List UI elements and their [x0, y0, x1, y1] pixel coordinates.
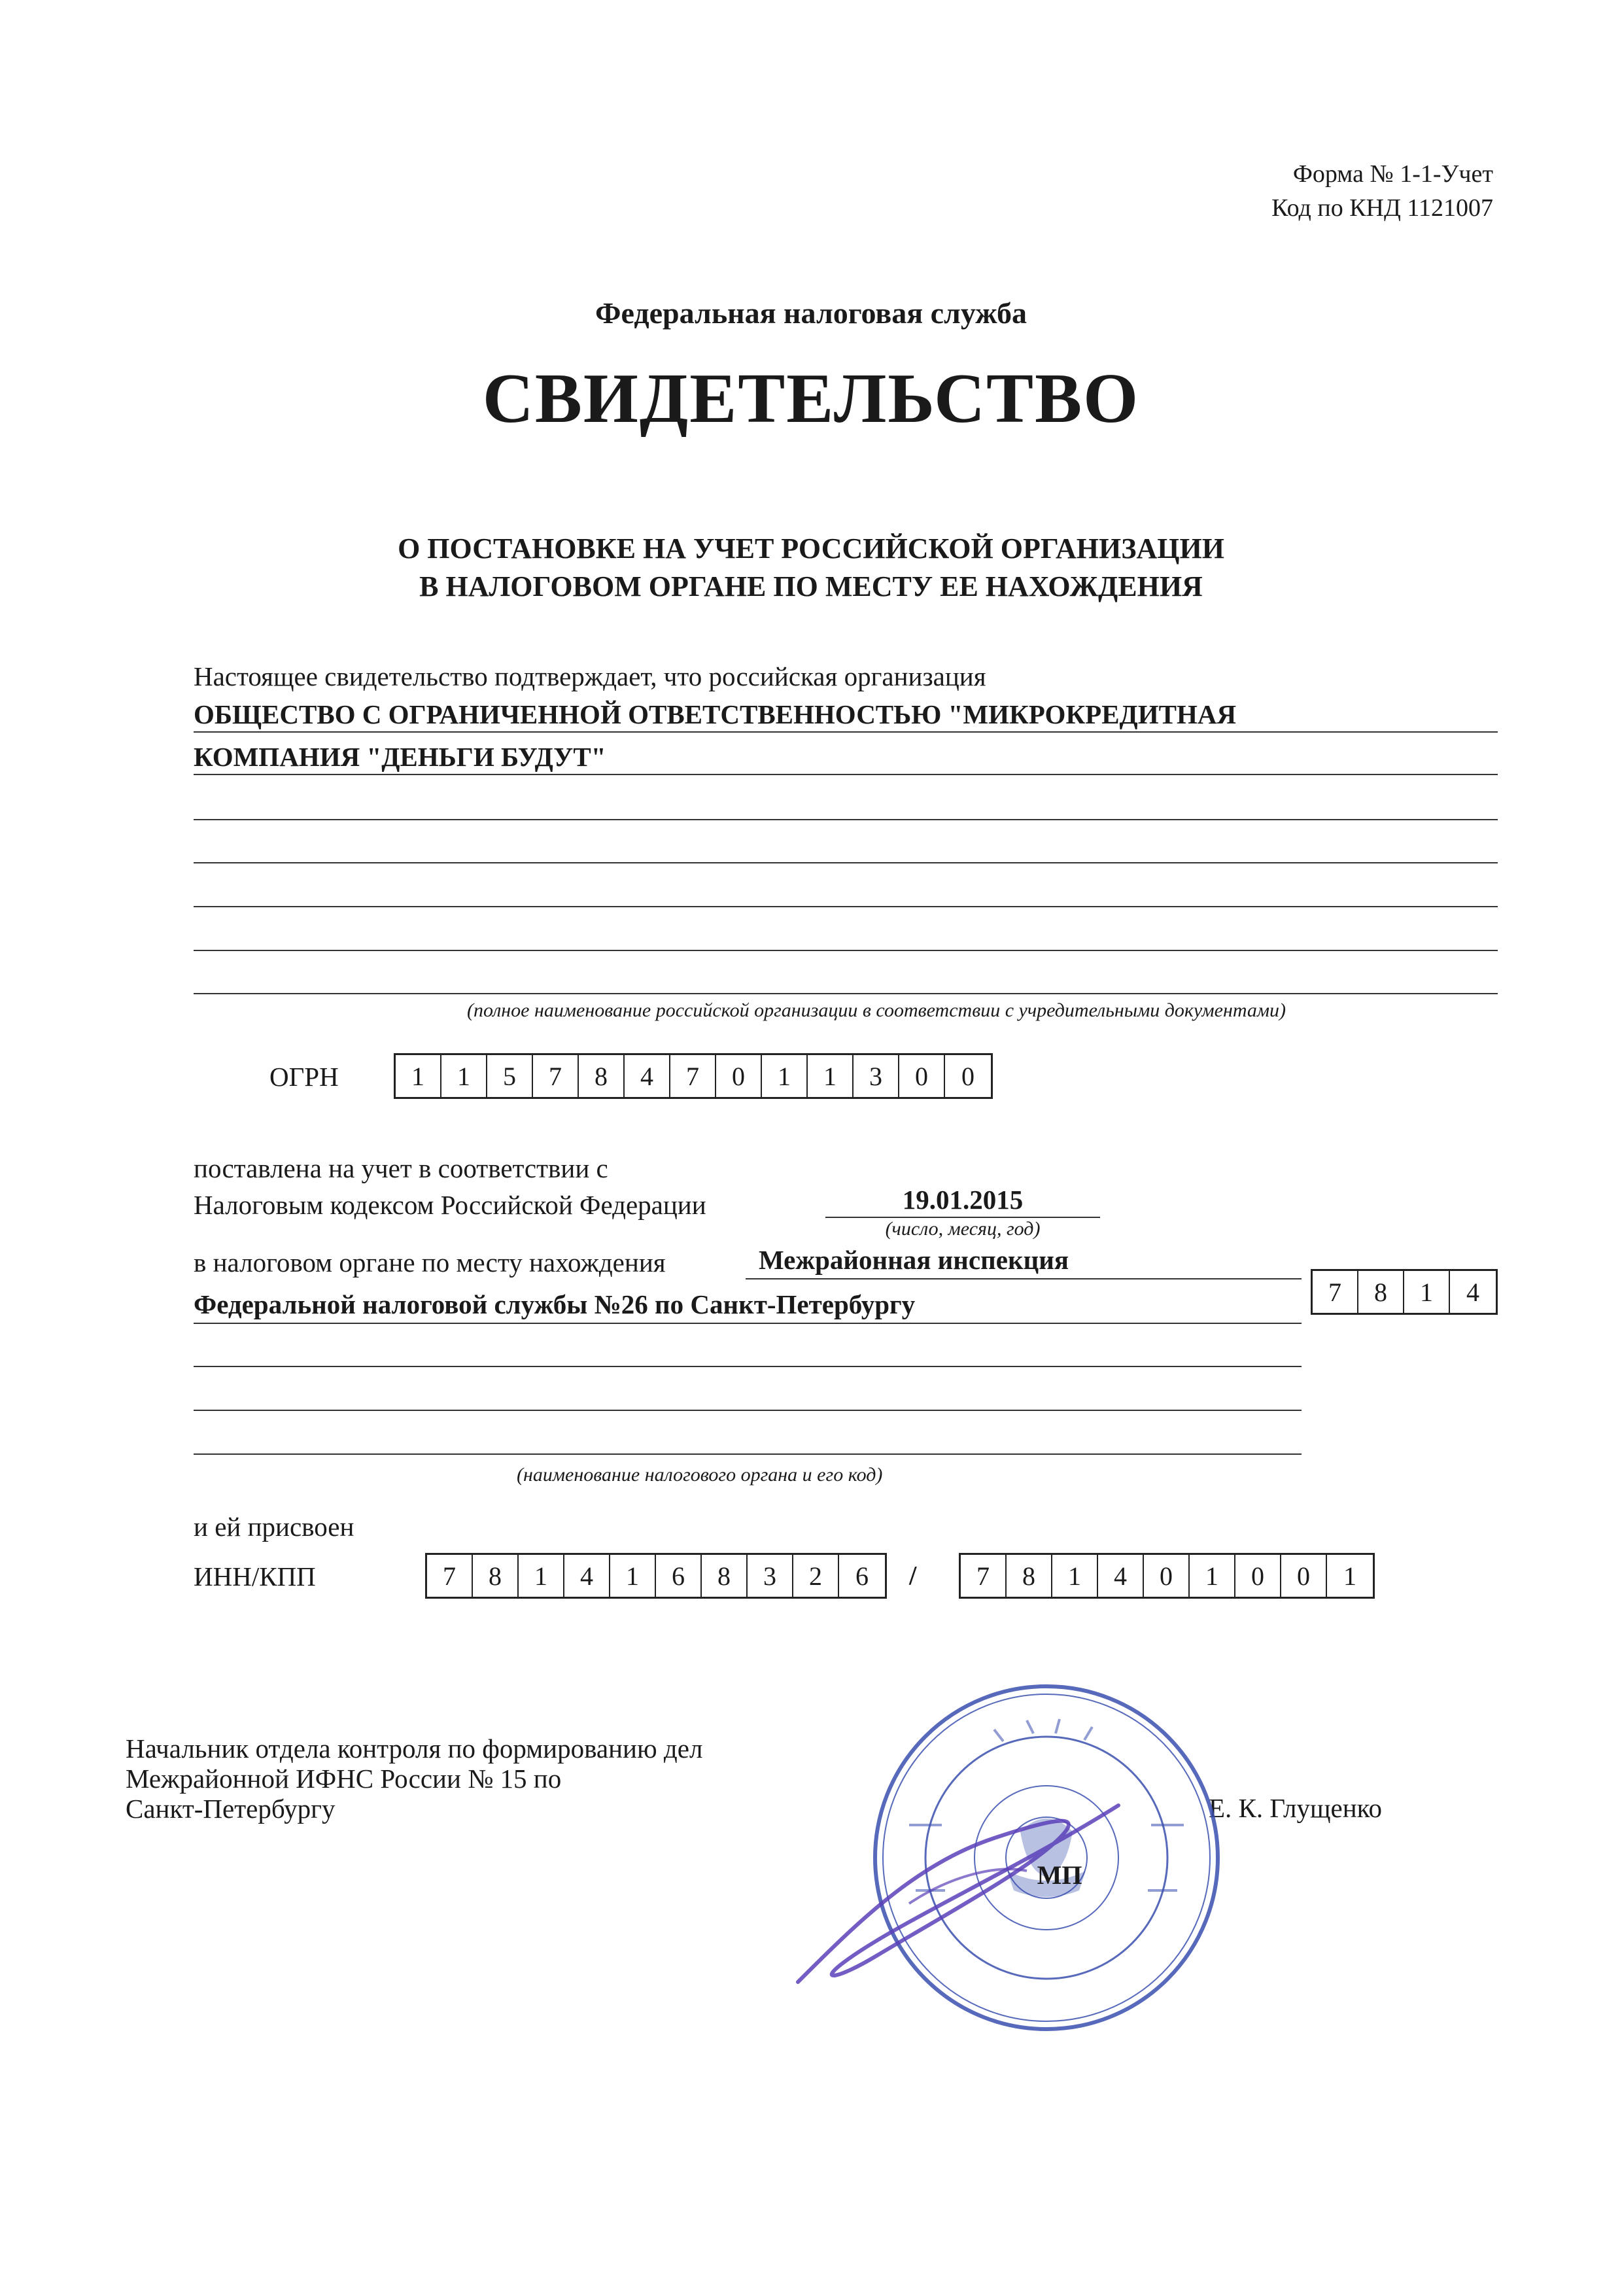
kpp-digit-cell: 8	[1007, 1555, 1052, 1597]
rule-line	[194, 819, 1498, 820]
ogrn-label: ОГРН	[269, 1062, 339, 1092]
rule-line	[194, 906, 1498, 907]
rule-line	[194, 1453, 1302, 1455]
ogrn-digit-cell: 0	[899, 1055, 945, 1097]
tax-authority-name-line-2: Федеральной налоговой службы №26 по Санкт-Петербургу	[194, 1289, 916, 1319]
rule-line	[194, 1323, 1302, 1324]
ogrn-code-grid	[394, 1053, 993, 1099]
signatory-position	[126, 1733, 702, 1824]
inn-digit-cell: 7	[427, 1555, 473, 1597]
inn-code-grid	[425, 1553, 887, 1599]
tax-authority-name-line-1: Межрайонная инспекция	[759, 1245, 1069, 1275]
inn-digit-cell: 6	[656, 1555, 702, 1597]
ogrn-digit-cell: 3	[854, 1055, 899, 1097]
rule-line	[194, 862, 1498, 863]
tax-authority-label: в налоговом органе по месту нахождения	[194, 1247, 666, 1278]
inn-digit-cell: 3	[748, 1555, 793, 1597]
ogrn-digit-cell: 4	[625, 1055, 670, 1097]
authority-code-digit-cell: 1	[1404, 1271, 1450, 1313]
ogrn-digit-cell: 1	[762, 1055, 808, 1097]
doc-title: СВИДЕТЕЛЬСТВО	[482, 360, 1140, 438]
handwritten-signature	[778, 1766, 1184, 2002]
registration-line-2: Налоговым кодексом Российской Федерации	[194, 1190, 706, 1220]
inn-digit-cell: 8	[473, 1555, 519, 1597]
registration-line-1: поставлена на учет в соответствии с	[194, 1153, 608, 1183]
ogrn-digit-cell: 7	[670, 1055, 716, 1097]
inn-digit-cell: 2	[793, 1555, 839, 1597]
kpp-digit-cell: 0	[1144, 1555, 1190, 1597]
inn-digit-cell: 6	[855, 1561, 869, 1591]
kpp-digit-cell: 4	[1098, 1555, 1144, 1597]
rule-line	[194, 993, 1498, 994]
signatory-name: Е. К. Глущенко	[1209, 1793, 1383, 1823]
form-number: Форма № 1-1-Учет	[1292, 160, 1493, 188]
kpp-digit-cell: 7	[961, 1555, 1007, 1597]
date-caption: (число, месяц, год)	[885, 1218, 1041, 1240]
ogrn-digit-cell: 0	[961, 1061, 975, 1091]
inn-digit-cell: 1	[610, 1555, 656, 1597]
kpp-digit-cell: 0	[1281, 1555, 1327, 1597]
subtitle-line-2: В НАЛОГОВОМ ОРГАНЕ ПО МЕСТУ ЕЕ НАХОЖДЕНИЯ	[419, 570, 1203, 602]
rule-line	[194, 731, 1498, 733]
kpp-code-grid	[959, 1553, 1375, 1599]
inn-digit-cell: 4	[564, 1555, 610, 1597]
rule-line	[194, 1410, 1302, 1411]
ogrn-digit-cell: 5	[487, 1055, 533, 1097]
kpp-digit-cell: 1	[1343, 1561, 1356, 1591]
inn-digit-cell: 8	[702, 1555, 748, 1597]
ogrn-digit-cell: 1	[808, 1055, 854, 1097]
authority-code-digit-cell: 4	[1466, 1277, 1479, 1307]
registration-date: 19.01.2015	[902, 1185, 1024, 1215]
authority-code-digit-cell: 7	[1313, 1271, 1358, 1313]
authority-code-digit-cell: 8	[1358, 1271, 1404, 1313]
ogrn-digit-cell: 1	[441, 1055, 487, 1097]
ogrn-digit-cell: 0	[716, 1055, 762, 1097]
inn-kpp-separator: /	[909, 1560, 917, 1590]
kpp-digit-cell: 1	[1052, 1555, 1098, 1597]
position-line-2: Межрайонной ИФНС России № 15 по	[126, 1764, 562, 1794]
assigned-label: и ей присвоен	[194, 1512, 354, 1542]
inn-digit-cell: 1	[519, 1555, 564, 1597]
inn-kpp-label: ИНН/КПП	[194, 1561, 316, 1592]
ogrn-digit-cell: 1	[396, 1055, 441, 1097]
knd-code: Код по КНД 1121007	[1271, 194, 1493, 222]
org-name-line-1: ОБЩЕСТВО С ОГРАНИЧЕННОЙ ОТВЕТСТВЕННОСТЬЮ "МИКРОКРЕДИТНАЯ	[194, 699, 1237, 729]
tax-authority-code-grid	[1311, 1269, 1498, 1315]
form-meta	[1271, 157, 1493, 225]
rule-line	[194, 1366, 1302, 1367]
org-name-line-2: КОМПАНИЯ "ДЕНЬГИ БУДУТ"	[194, 742, 606, 772]
position-line-1: Начальник отдела контроля по формированию дел	[126, 1733, 703, 1764]
tax-authority-caption: (наименование налогового органа и его код)	[517, 1464, 883, 1486]
subtitle-line-1: О ПОСТАНОВКЕ НА УЧЕТ РОССИЙСКОЙ ОРГАНИЗАЦИИ	[398, 532, 1224, 565]
position-line-3: Санкт-Петербургу	[126, 1794, 336, 1824]
ogrn-digit-cell: 8	[579, 1055, 625, 1097]
rule-line	[194, 950, 1498, 951]
rule-line	[746, 1278, 1302, 1279]
service-name: Федеральная налоговая служба	[595, 296, 1027, 330]
doc-subtitle	[0, 530, 1622, 606]
intro-text: Настоящее свидетельство подтверждает, что российская организация	[194, 661, 986, 691]
kpp-digit-cell: 1	[1190, 1555, 1235, 1597]
stamp-mark: МП	[1037, 1860, 1082, 1890]
org-name-caption: (полное наименование российской организации в соответствии с учредительными документами)	[466, 1000, 1286, 1021]
rule-line	[194, 774, 1498, 775]
ogrn-digit-cell: 7	[533, 1055, 579, 1097]
kpp-digit-cell: 0	[1235, 1555, 1281, 1597]
